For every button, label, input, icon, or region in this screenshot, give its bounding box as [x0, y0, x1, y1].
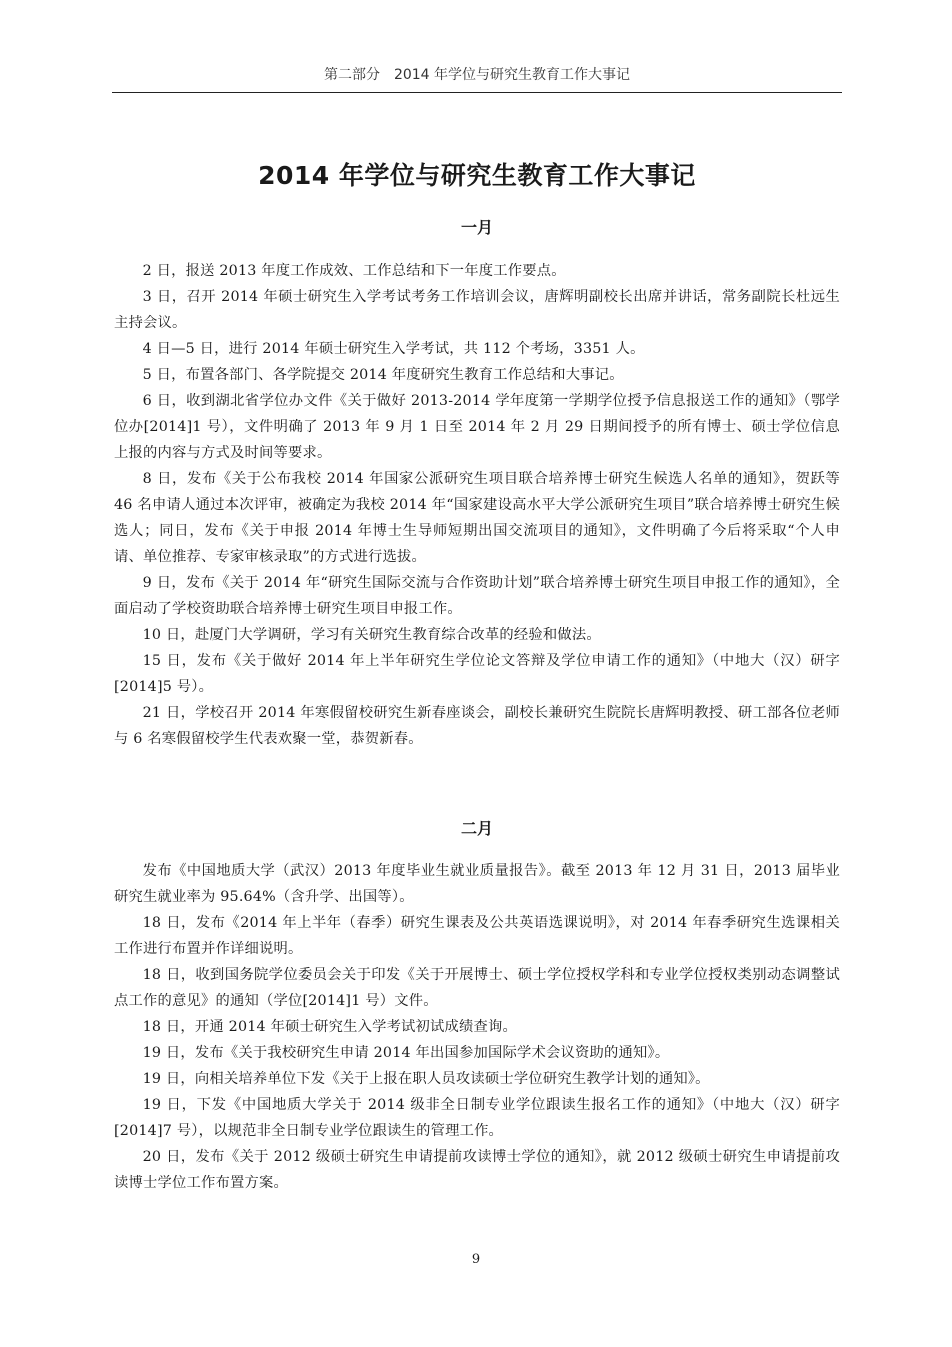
- paragraph: 20 日，发布《关于 2012 级硕士研究生申请提前攻读博士学位的通知》，就 2012 级硕士研究生申请提前攻读博士学位工作布置方案。: [114, 1149, 840, 1191]
- page-number: 9: [471, 1252, 481, 1267]
- paragraph: 18 日，发布《2014 年上半年（春季）研究生课表及公共英语选课说明》，对 2014 年春季研究生选课相关工作进行布置并作详细说明。: [114, 915, 840, 957]
- paragraph: 6 日，收到湖北省学位办文件《关于做好 2013-2014 学年度第一学期学位授予信息报送工作的通知》（鄂学位办[2014]1 号），文件明确了 2013 年 9 月 1 日至 2014 年 2 月 29 日期间授予的所有博士、硕士学位信息上报的内容与方式及时间等要求。: [114, 393, 840, 461]
- paragraph: 10 日，赴厦门大学调研，学习有关研究生教育综合改革的经验和做法。: [142, 627, 601, 643]
- paragraph: 18 日，收到国务院学位委员会关于印发《关于开展博士、硕士学位授权学科和专业学位授权类别动态调整试点工作的意见》的通知（学位[2014]1 号）文件。: [114, 967, 840, 1009]
- section-january: [114, 258, 840, 752]
- paragraph: 3 日，召开 2014 年硕士研究生入学考试考务工作培训会议，唐辉明副校长出席并讲话，常务副院长杜远生主持会议。: [114, 289, 840, 331]
- running-header: [112, 64, 842, 93]
- month-heading-february: 二月: [460, 819, 493, 838]
- running-header-text: 第二部分 2014 年学位与研究生教育工作大事记: [323, 67, 631, 83]
- paragraph: 15 日，发布《关于做好 2014 年上半年研究生学位论文答辩及学位申请工作的通知》（中地大（汉）研字[2014]5 号）。: [114, 653, 840, 695]
- paragraph: 发布《中国地质大学（武汉）2013 年度毕业生就业质量报告》。截至 2013 年 12 月 31 日，2013 届毕业研究生就业率为 95.64%（含升学、出国等）。: [114, 863, 840, 905]
- paragraph: 18 日，开通 2014 年硕士研究生入学考试初试成绩查询。: [142, 1019, 518, 1035]
- paragraph: 2 日，报送 2013 年度工作成效、工作总结和下一年度工作要点。: [142, 263, 566, 279]
- paragraph: 4 日—5 日，进行 2014 年硕士研究生入学考试，共 112 个考场，3351 人。: [142, 341, 645, 357]
- paragraph: 8 日，发布《关于公布我校 2014 年国家公派研究生项目联合培养博士研究生候选人名单的通知》，贺跃等 46 名申请人通过本次评审，被确定为我校 2014 年“国家建设高水平大学公派研究生项目”联合培养博士研究生候选人；同日，发布《关于申报 2014 年博士生导师短期出国交流项目的通知》，文件明确了今后将采取“个人申请、单位推荐、专家审核录取”的方式进行选拔。: [114, 471, 840, 565]
- document-title: 2014 年学位与研究生教育工作大事记: [258, 161, 696, 190]
- month-heading-january: 一月: [460, 218, 493, 237]
- paragraph: 9 日，发布《关于 2014 年“研究生国际交流与合作资助计划”联合培养博士研究生项目申报工作的通知》，全面启动了学校资助联合培养博士研究生项目申报工作。: [114, 575, 840, 617]
- paragraph: 19 日，向相关培养单位下发《关于上报在职人员攻读硕士学位研究生教学计划的通知》。: [142, 1071, 710, 1087]
- paragraph: 19 日，发布《关于我校研究生申请 2014 年出国参加国际学术会议资助的通知》。: [142, 1045, 670, 1061]
- paragraph: 19 日，下发《中国地质大学关于 2014 级非全日制专业学位跟读生报名工作的通知》（中地大（汉）研字[2014]7 号），以规范非全日制专业学位跟读生的管理工作。: [114, 1097, 840, 1139]
- paragraph: 21 日，学校召开 2014 年寒假留校研究生新春座谈会，副校长兼研究生院院长唐辉明教授、研工部各位老师与 6 名寒假留校学生代表欢聚一堂，恭贺新春。: [114, 705, 840, 747]
- section-february: [114, 858, 840, 1196]
- paragraph: 5 日，布置各部门、各学院提交 2014 年度研究生教育工作总结和大事记。: [142, 367, 624, 383]
